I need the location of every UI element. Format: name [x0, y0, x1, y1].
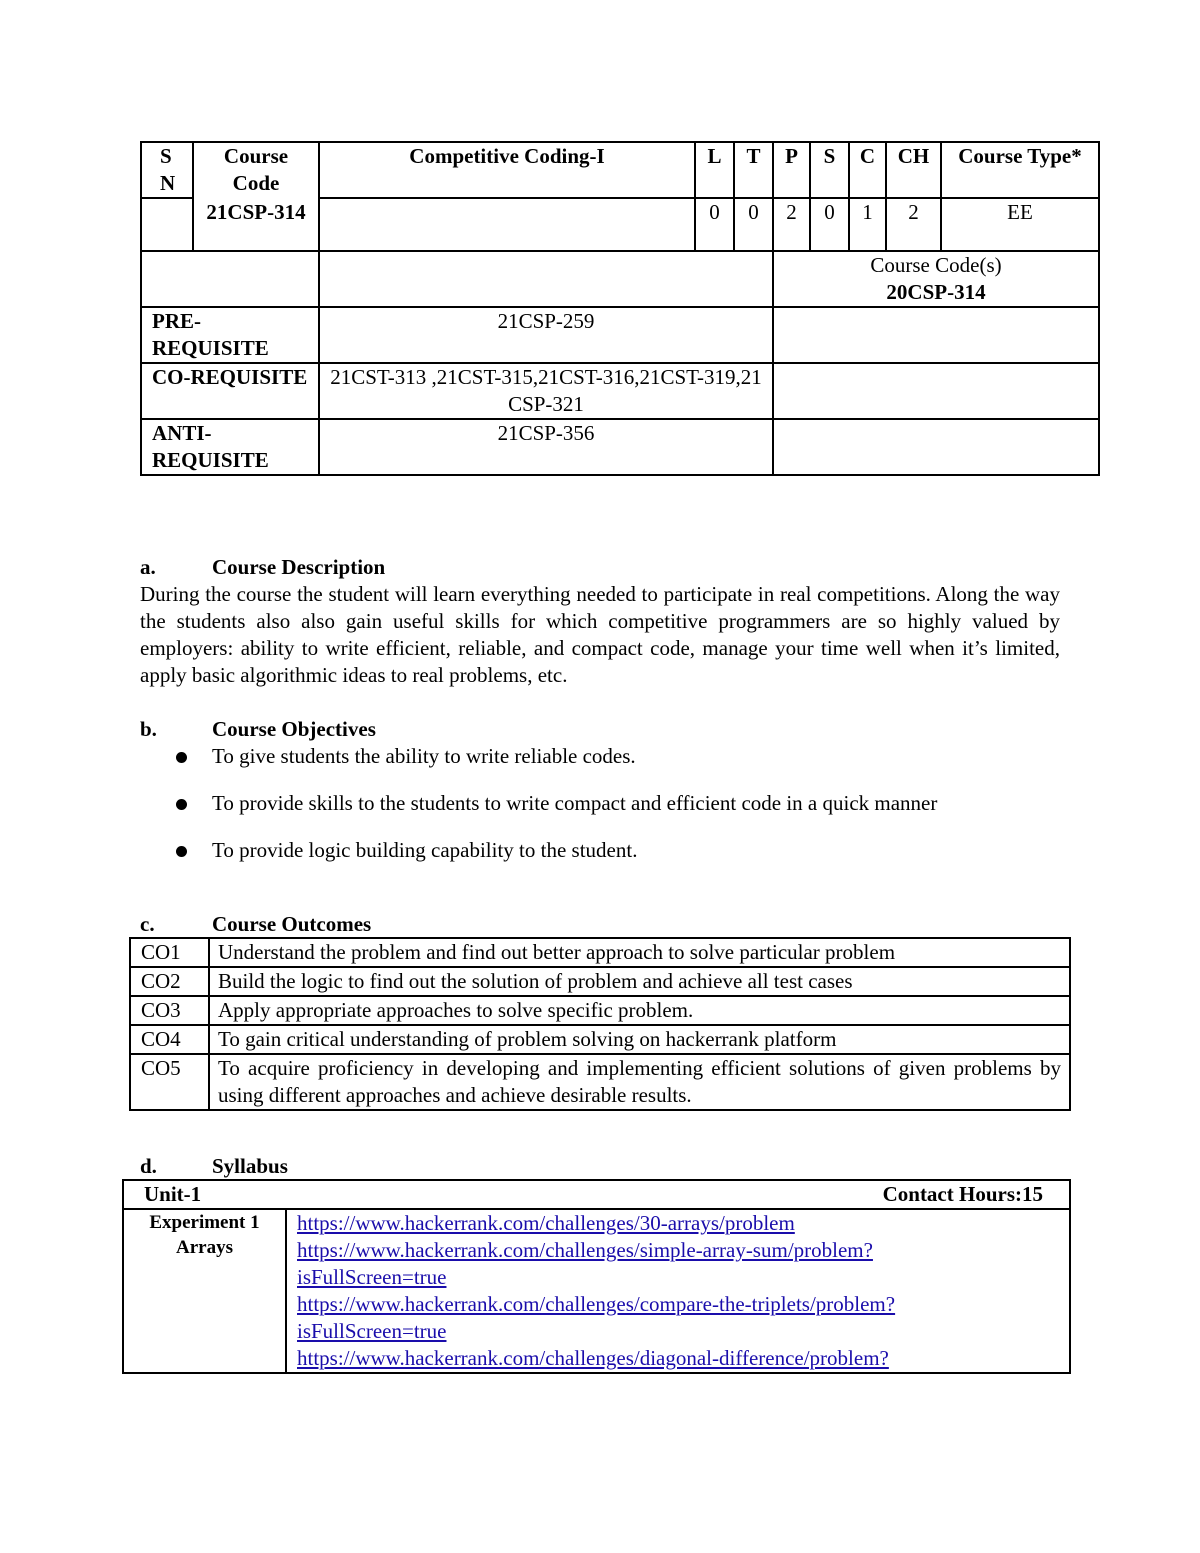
- course-codes-cell: [773, 251, 1099, 307]
- course-outcomes-table: [129, 937, 1071, 1111]
- syllabus-heading: [140, 1153, 1060, 1180]
- objectives-list: [140, 743, 1060, 864]
- header-s: S: [810, 142, 849, 198]
- section-heading: [140, 554, 1060, 581]
- course-description-section: [140, 554, 1060, 689]
- experiment-row: [123, 1209, 1070, 1373]
- pre-requisite-label: PRE-REQUISITE: [141, 307, 319, 363]
- section-letter: c.: [140, 912, 155, 936]
- course-description-text: During the course the student will learn everything needed to participate in real competitions. Along the way the students also also gain useful skills for which competitive programmers are so highly valued by employers: ability to write efficient, reliable, and compact code, manage your time well when it’s limited, apply basic algorithmic ideas to real problems, etc.: [140, 582, 1060, 687]
- section-title: Course Objectives: [212, 717, 376, 741]
- blank-cell: [773, 363, 1099, 419]
- section-title: Course Description: [212, 555, 386, 579]
- section-letter: a.: [140, 555, 156, 579]
- section-title: Course Outcomes: [212, 912, 372, 936]
- co-requisite-value: 21CST-313 ,21CST-315,21CST-316,21CST-319,21CSP-321: [319, 363, 773, 419]
- section-letter: b.: [140, 717, 157, 741]
- course-code-value: 21CSP-314: [206, 200, 306, 224]
- link[interactable]: isFullScreen=true: [297, 1319, 447, 1343]
- link[interactable]: https://www.hackerrank.com/challenges/30-arrays/problem: [297, 1211, 795, 1235]
- course-codes-value: 20CSP-314: [886, 280, 986, 304]
- table-row: CO5 To acquire proficiency in developing and implementing efficient solutions of given problems by using different approaches and achieve desirable results.: [130, 1054, 1070, 1110]
- link[interactable]: https://www.hackerrank.com/challenges/compare-the-triplets/problem?: [297, 1292, 896, 1316]
- course-outcomes-heading: [140, 911, 1060, 938]
- table-row: CO1 Understand the problem and find out better approach to solve particular problem: [130, 938, 1070, 967]
- list-item: To provide logic building capability to the student.: [140, 837, 1060, 864]
- course-name-blank: [319, 198, 695, 251]
- list-item: To provide skills to the students to write compact and efficient code in a quick manner: [140, 790, 1060, 817]
- table-row: CO4 To gain critical understanding of problem solving on hackerrank platform: [130, 1025, 1070, 1054]
- value-s: 0: [810, 198, 849, 251]
- link[interactable]: https://www.hackerrank.com/challenges/simple-array-sum/problem?: [297, 1238, 873, 1262]
- course-code-cell: [193, 142, 319, 251]
- syllabus-table: [122, 1179, 1071, 1374]
- course-name: Competitive Coding-I: [319, 142, 695, 198]
- bullet-icon: [176, 846, 187, 857]
- header-c: C: [849, 142, 886, 198]
- list-item: To give students the ability to write reliable codes.: [140, 743, 1060, 770]
- experiment-links: [286, 1209, 1070, 1373]
- header-p: P: [773, 142, 810, 198]
- bullet-icon: [176, 799, 187, 810]
- anti-requisite-value: 21CSP-356: [319, 419, 773, 475]
- course-objectives-section: [140, 716, 1060, 864]
- section-title: Syllabus: [212, 1154, 288, 1178]
- course-info-table: [140, 141, 1100, 476]
- section-heading: [140, 716, 1060, 743]
- sn-header: S N: [141, 142, 193, 198]
- pre-requisite-value: 21CSP-259: [319, 307, 773, 363]
- value-ch: 2: [886, 198, 941, 251]
- contact-hours: Contact Hours:15: [882, 1182, 1043, 1206]
- header-t: T: [734, 142, 773, 198]
- co-requisite-label: CO-REQUISITE: [141, 363, 319, 419]
- table-row: CO2 Build the logic to find out the solution of problem and achieve all test cases: [130, 967, 1070, 996]
- unit-title: Unit-1: [144, 1182, 202, 1206]
- link[interactable]: isFullScreen=true: [297, 1265, 447, 1289]
- bullet-icon: [176, 752, 187, 763]
- table-row: CO3 Apply appropriate approaches to solve specific problem.: [130, 996, 1070, 1025]
- experiment-label: Experiment 1 Arrays: [123, 1209, 286, 1373]
- section-letter: d.: [140, 1154, 157, 1178]
- sn-value: [141, 198, 193, 251]
- unit-row: [123, 1180, 1070, 1209]
- anti-requisite-label: ANTI-REQUISITE: [141, 419, 319, 475]
- link[interactable]: https://www.hackerrank.com/challenges/diagonal-difference/problem?: [297, 1346, 889, 1370]
- value-p: 2: [773, 198, 810, 251]
- course-type-label: Course Type*: [941, 142, 1099, 198]
- experiment-topic: Arrays: [176, 1237, 233, 1258]
- blank-cell: [141, 251, 319, 307]
- blank-cell: [773, 307, 1099, 363]
- value-l: 0: [695, 198, 734, 251]
- header-ch: CH: [886, 142, 941, 198]
- value-t: 0: [734, 198, 773, 251]
- value-c: 1: [849, 198, 886, 251]
- header-l: L: [695, 142, 734, 198]
- course-type-value: EE: [941, 198, 1099, 251]
- course-codes-label: Course Code(s): [870, 253, 1002, 277]
- blank-cell: [319, 251, 773, 307]
- course-code-label: Course Code: [223, 144, 289, 195]
- blank-cell: [773, 419, 1099, 475]
